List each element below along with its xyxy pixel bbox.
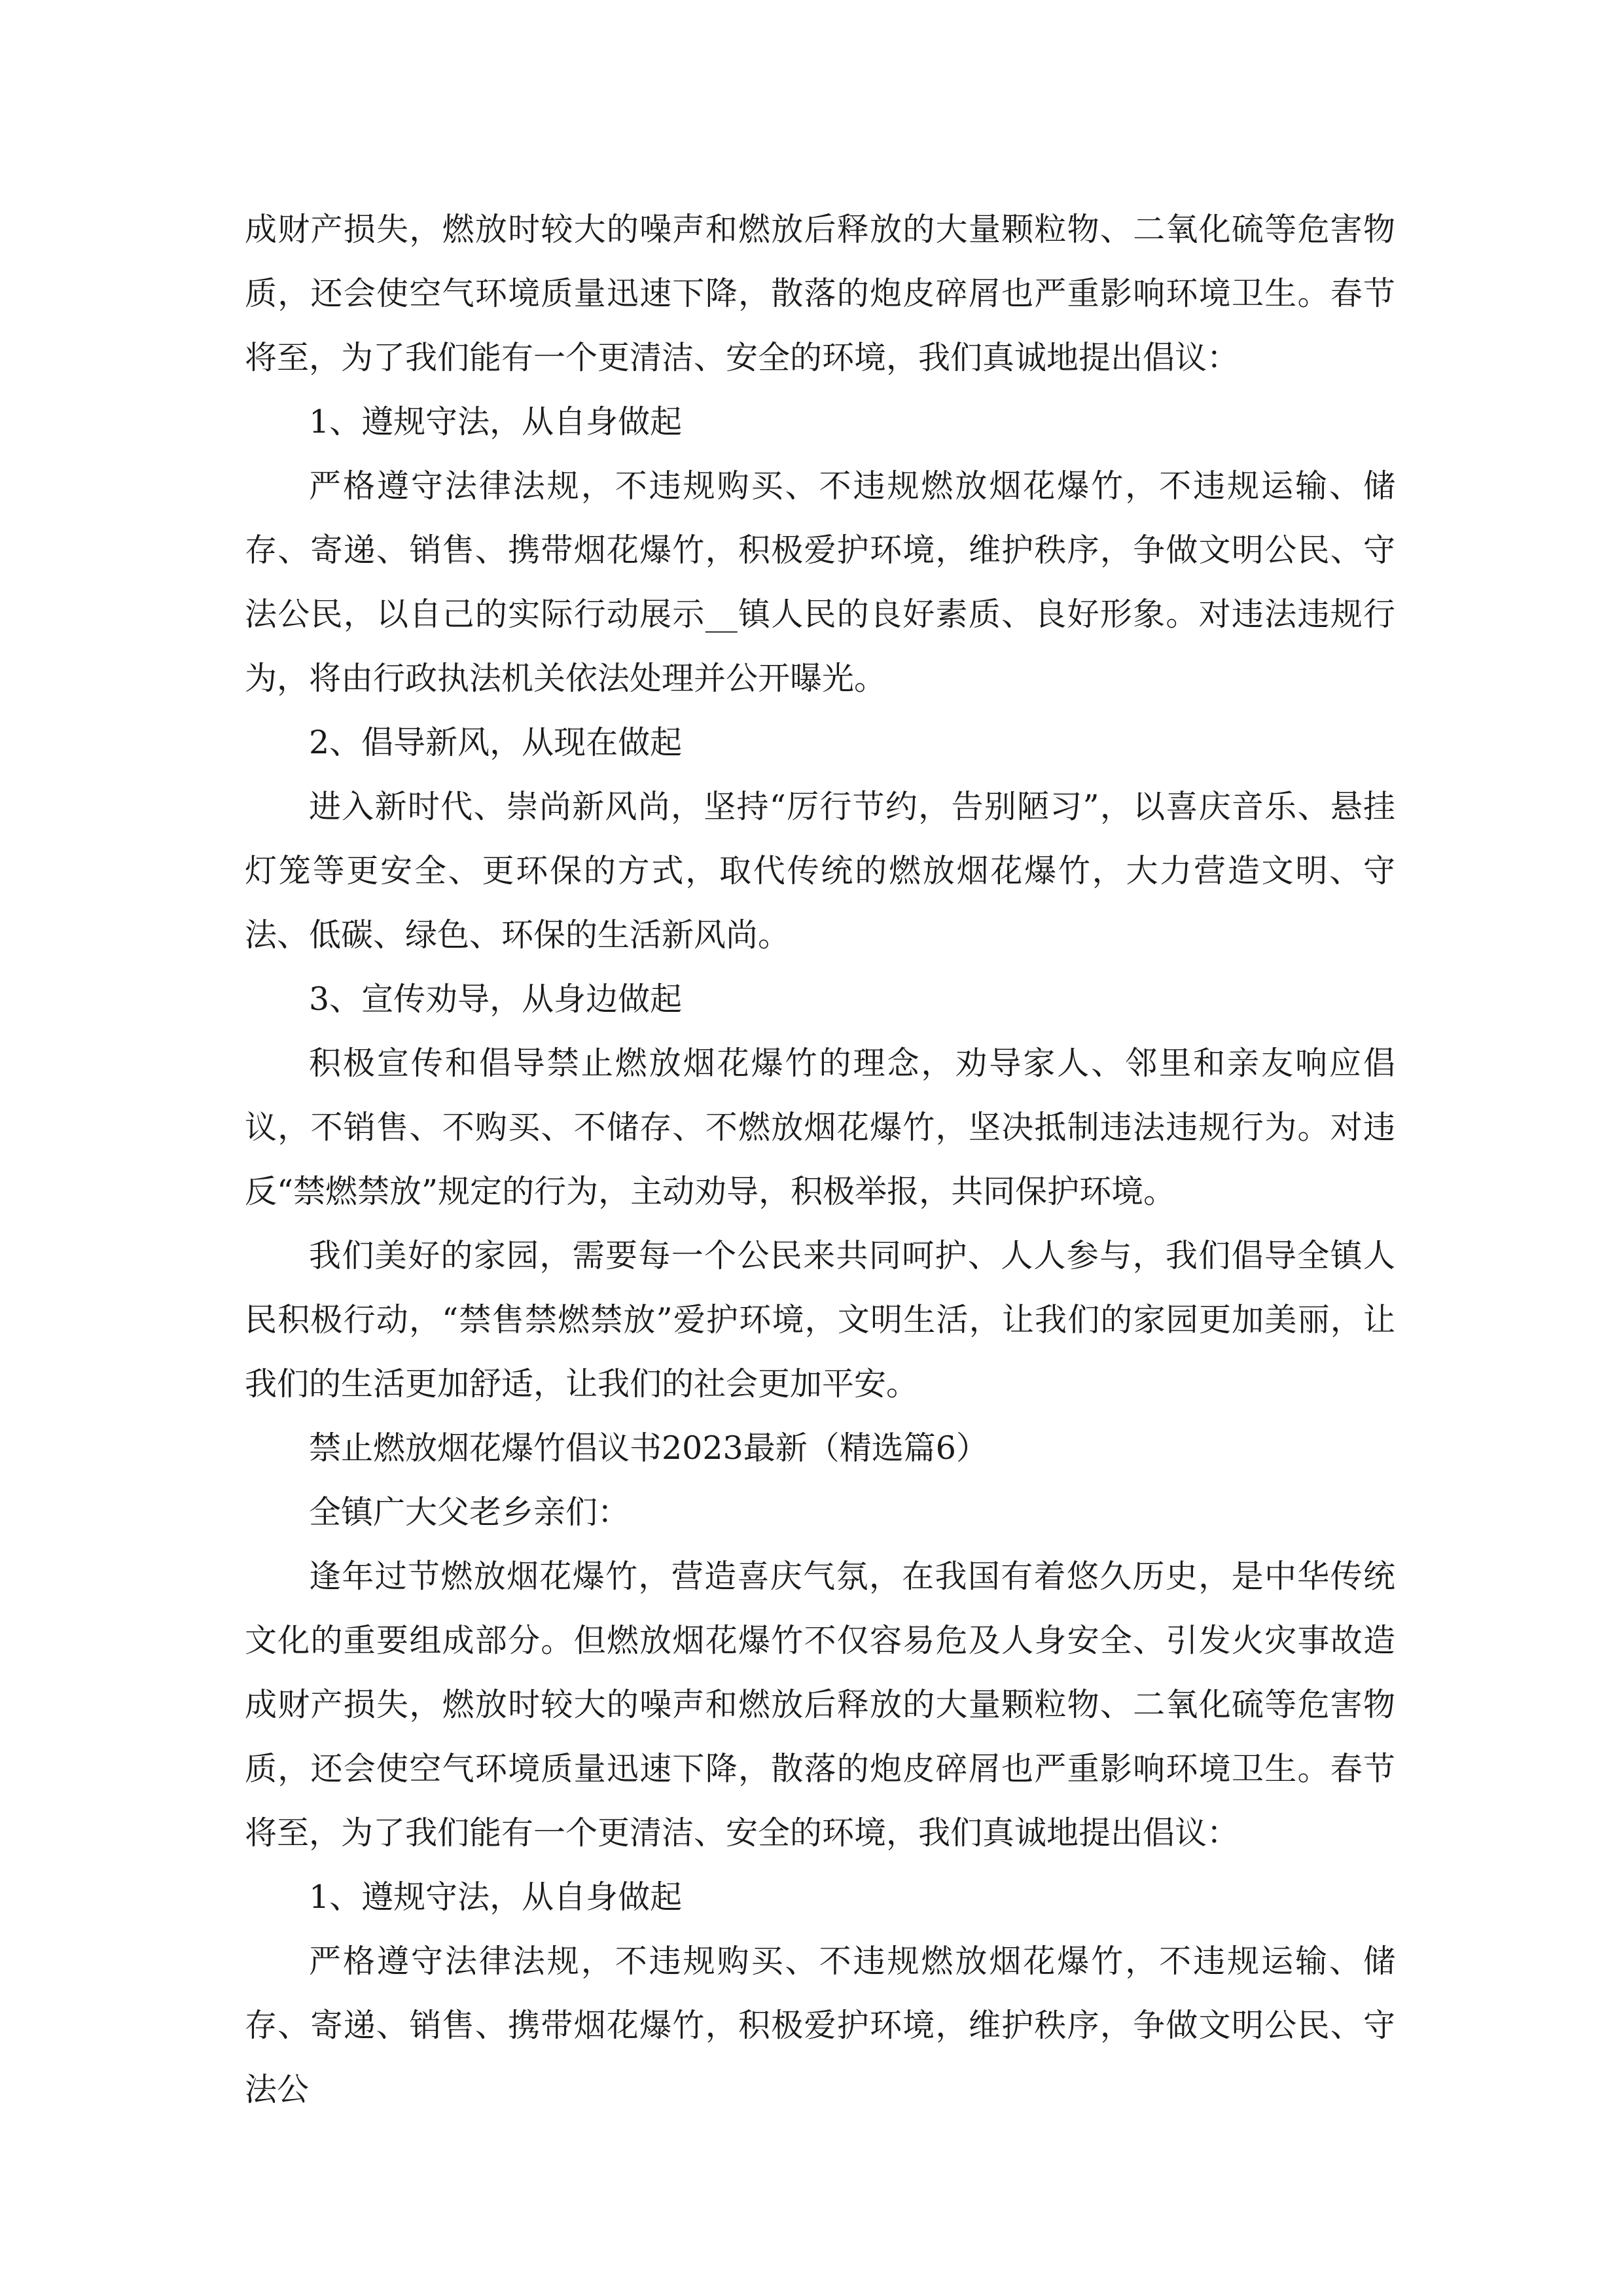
paragraph: 严格遵守法律法规，不违规购买、不违规燃放烟花爆竹，不违规运输、储存、寄递、销售、携带烟花爆竹，积极爱护环境，维护秩序，争做文明公民、守法公 (245, 1943, 1395, 2108)
paragraph: 积极宣传和倡导禁止燃放烟花爆竹的理念，劝导家人、邻里和亲友响应倡议，不销售、不购买、不储存、不燃放烟花爆竹，坚决抵制违法违规行为。对违反“禁燃禁放”规定的行为，主动劝导，积极举报，共同保护环境。 (245, 1045, 1395, 1210)
paragraph: 成财产损失，燃放时较大的噪声和燃放后释放的大量颗粒物、二氧化硫等危害物质，还会使空气环境质量迅速下降，散落的炮皮碎屑也严重影响环境卫生。春节将至，为了我们能有一个更清洁、安全的环境，我们真诚地提出倡议： (245, 211, 1395, 376)
document-page (245, 198, 1395, 2122)
paragraph: 进入新时代、崇尚新风尚，坚持“厉行节约，告别陋习”，以喜庆音乐、悬挂灯笼等更安全、更环保的方式，取代传统的燃放烟花爆竹，大力营造文明、守法、低碳、绿色、环保的生活新风尚。 (245, 788, 1395, 954)
section-heading: 1、遵规守法，从自身做起 (309, 1878, 683, 1916)
section-heading: 3、宣传劝导，从身边做起 (309, 980, 683, 1018)
document-title: 禁止燃放烟花爆竹倡议书2023最新（精选篇6） (309, 1429, 988, 1467)
paragraph: 我们美好的家园，需要每一个公民来共同呵护、人人参与，我们倡导全镇人民积极行动，“禁售禁燃禁放”爱护环境，文明生活，让我们的家园更加美丽，让我们的生活更加舒适，让我们的社会更加平安。 (245, 1237, 1395, 1403)
section-heading: 1、遵规守法，从自身做起 (309, 403, 683, 440)
paragraph: 逢年过节燃放烟花爆竹，营造喜庆气氛，在我国有着悠久历史，是中华传统文化的重要组成部分。但燃放烟花爆竹不仅容易危及人身安全、引发火灾事故造成财产损失，燃放时较大的噪声和燃放后释放的大量颗粒物、二氧化硫等危害物质，还会使空气环境质量迅速下降，散落的炮皮碎屑也严重影响环境卫生。春节将至，为了我们能有一个更清洁、安全的环境，我们真诚地提出倡议： (245, 1558, 1395, 1852)
salutation: 全镇广大父老乡亲们： (309, 1494, 630, 1531)
paragraph: 严格遵守法律法规，不违规购买、不违规燃放烟花爆竹，不违规运输、储存、寄递、销售、携带烟花爆竹，积极爱护环境，维护秩序，争做文明公民、守法公民，以自己的实际行动展示__镇人民的良好素质、良好形象。对违法违规行为，将由行政执法机关依法处理并公开曝光。 (245, 467, 1395, 697)
section-heading: 2、倡导新风，从现在做起 (309, 724, 683, 761)
